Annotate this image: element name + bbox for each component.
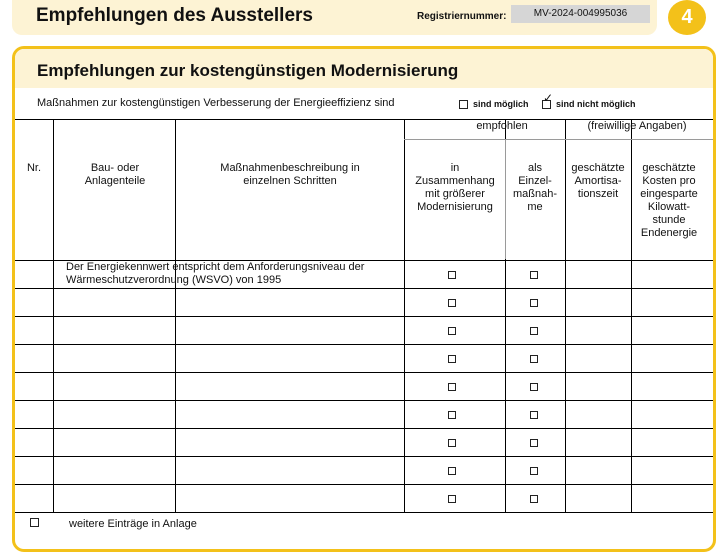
col-header-nr: Nr. (26, 162, 42, 174)
single-measure-checkbox[interactable] (530, 467, 538, 475)
page-header (12, 0, 657, 35)
table-row-border (15, 456, 713, 457)
group-header-divider (404, 139, 713, 140)
more-entries-checkbox[interactable] (30, 518, 39, 527)
single-measure-checkbox[interactable] (530, 271, 538, 279)
single-measure-checkbox[interactable] (530, 383, 538, 391)
page-number-badge: 4 (668, 0, 706, 35)
more-entries-label: weitere Einträge in Anlage (69, 518, 197, 530)
combined-measure-checkbox[interactable] (448, 271, 456, 279)
combined-measure-checkbox[interactable] (448, 439, 456, 447)
group-header-optional: (freiwillige Angaben) (587, 120, 687, 132)
modernization-panel (12, 46, 716, 552)
table-row-border (15, 484, 713, 485)
col-header-combined: in Zusammenhang mit größerer Modernisierung (415, 162, 495, 213)
table-row-border (15, 344, 713, 345)
single-measure-checkbox[interactable] (530, 411, 538, 419)
col-header-single: als Einzel- maßnah- me (512, 162, 558, 213)
col-header-part: Bau- oder Anlagenteile (84, 162, 146, 187)
group-header-recommended: empfohlen (476, 120, 528, 132)
first-row-description[interactable]: Der Energiekennwert entspricht dem Anforderungsniveau der Wärmeschutzverordnung (WSVO) von 1995 (66, 261, 365, 286)
registration-number-field[interactable]: MV-2024-004995036 (511, 5, 650, 23)
table-row-border (15, 400, 713, 401)
col-header-cost: geschätzte Kosten pro eingesparte Kilowatt- stunde Endenergie (640, 162, 698, 239)
single-measure-checkbox[interactable] (530, 439, 538, 447)
combined-measure-checkbox[interactable] (448, 299, 456, 307)
single-measure-checkbox[interactable] (530, 495, 538, 503)
not-possible-label: sind nicht möglich (556, 99, 636, 109)
combined-measure-checkbox[interactable] (448, 495, 456, 503)
combined-measure-checkbox[interactable] (448, 327, 456, 335)
intro-text: Maßnahmen zur kostengünstigen Verbesserung der Energieeffizienz sind (37, 97, 395, 109)
combined-measure-checkbox[interactable] (448, 467, 456, 475)
table-row-border (15, 288, 713, 289)
section-title: Empfehlungen zur kostengünstigen Modernisierung (37, 61, 459, 80)
panel-header (15, 49, 713, 88)
possible-checkbox[interactable] (459, 100, 468, 109)
combined-measure-checkbox[interactable] (448, 411, 456, 419)
possible-label: sind möglich (473, 99, 529, 109)
combined-measure-checkbox[interactable] (448, 355, 456, 363)
table-row-border (15, 428, 713, 429)
table-row-border (15, 372, 713, 373)
combined-measure-checkbox[interactable] (448, 383, 456, 391)
single-measure-checkbox[interactable] (530, 299, 538, 307)
header-title: Empfehlungen des Ausstellers (36, 5, 313, 26)
table-row-border (15, 316, 713, 317)
table-row-border (15, 512, 713, 513)
col-header-payback: geschätzte Amortisa- tionszeit (571, 162, 625, 200)
single-measure-checkbox[interactable] (530, 327, 538, 335)
col-header-description: Maßnahmenbeschreibung in einzelnen Schritten (220, 162, 360, 187)
single-measure-checkbox[interactable] (530, 355, 538, 363)
checkmark-icon: ✓ (543, 91, 554, 105)
registration-label: Registriernummer: (417, 11, 507, 22)
